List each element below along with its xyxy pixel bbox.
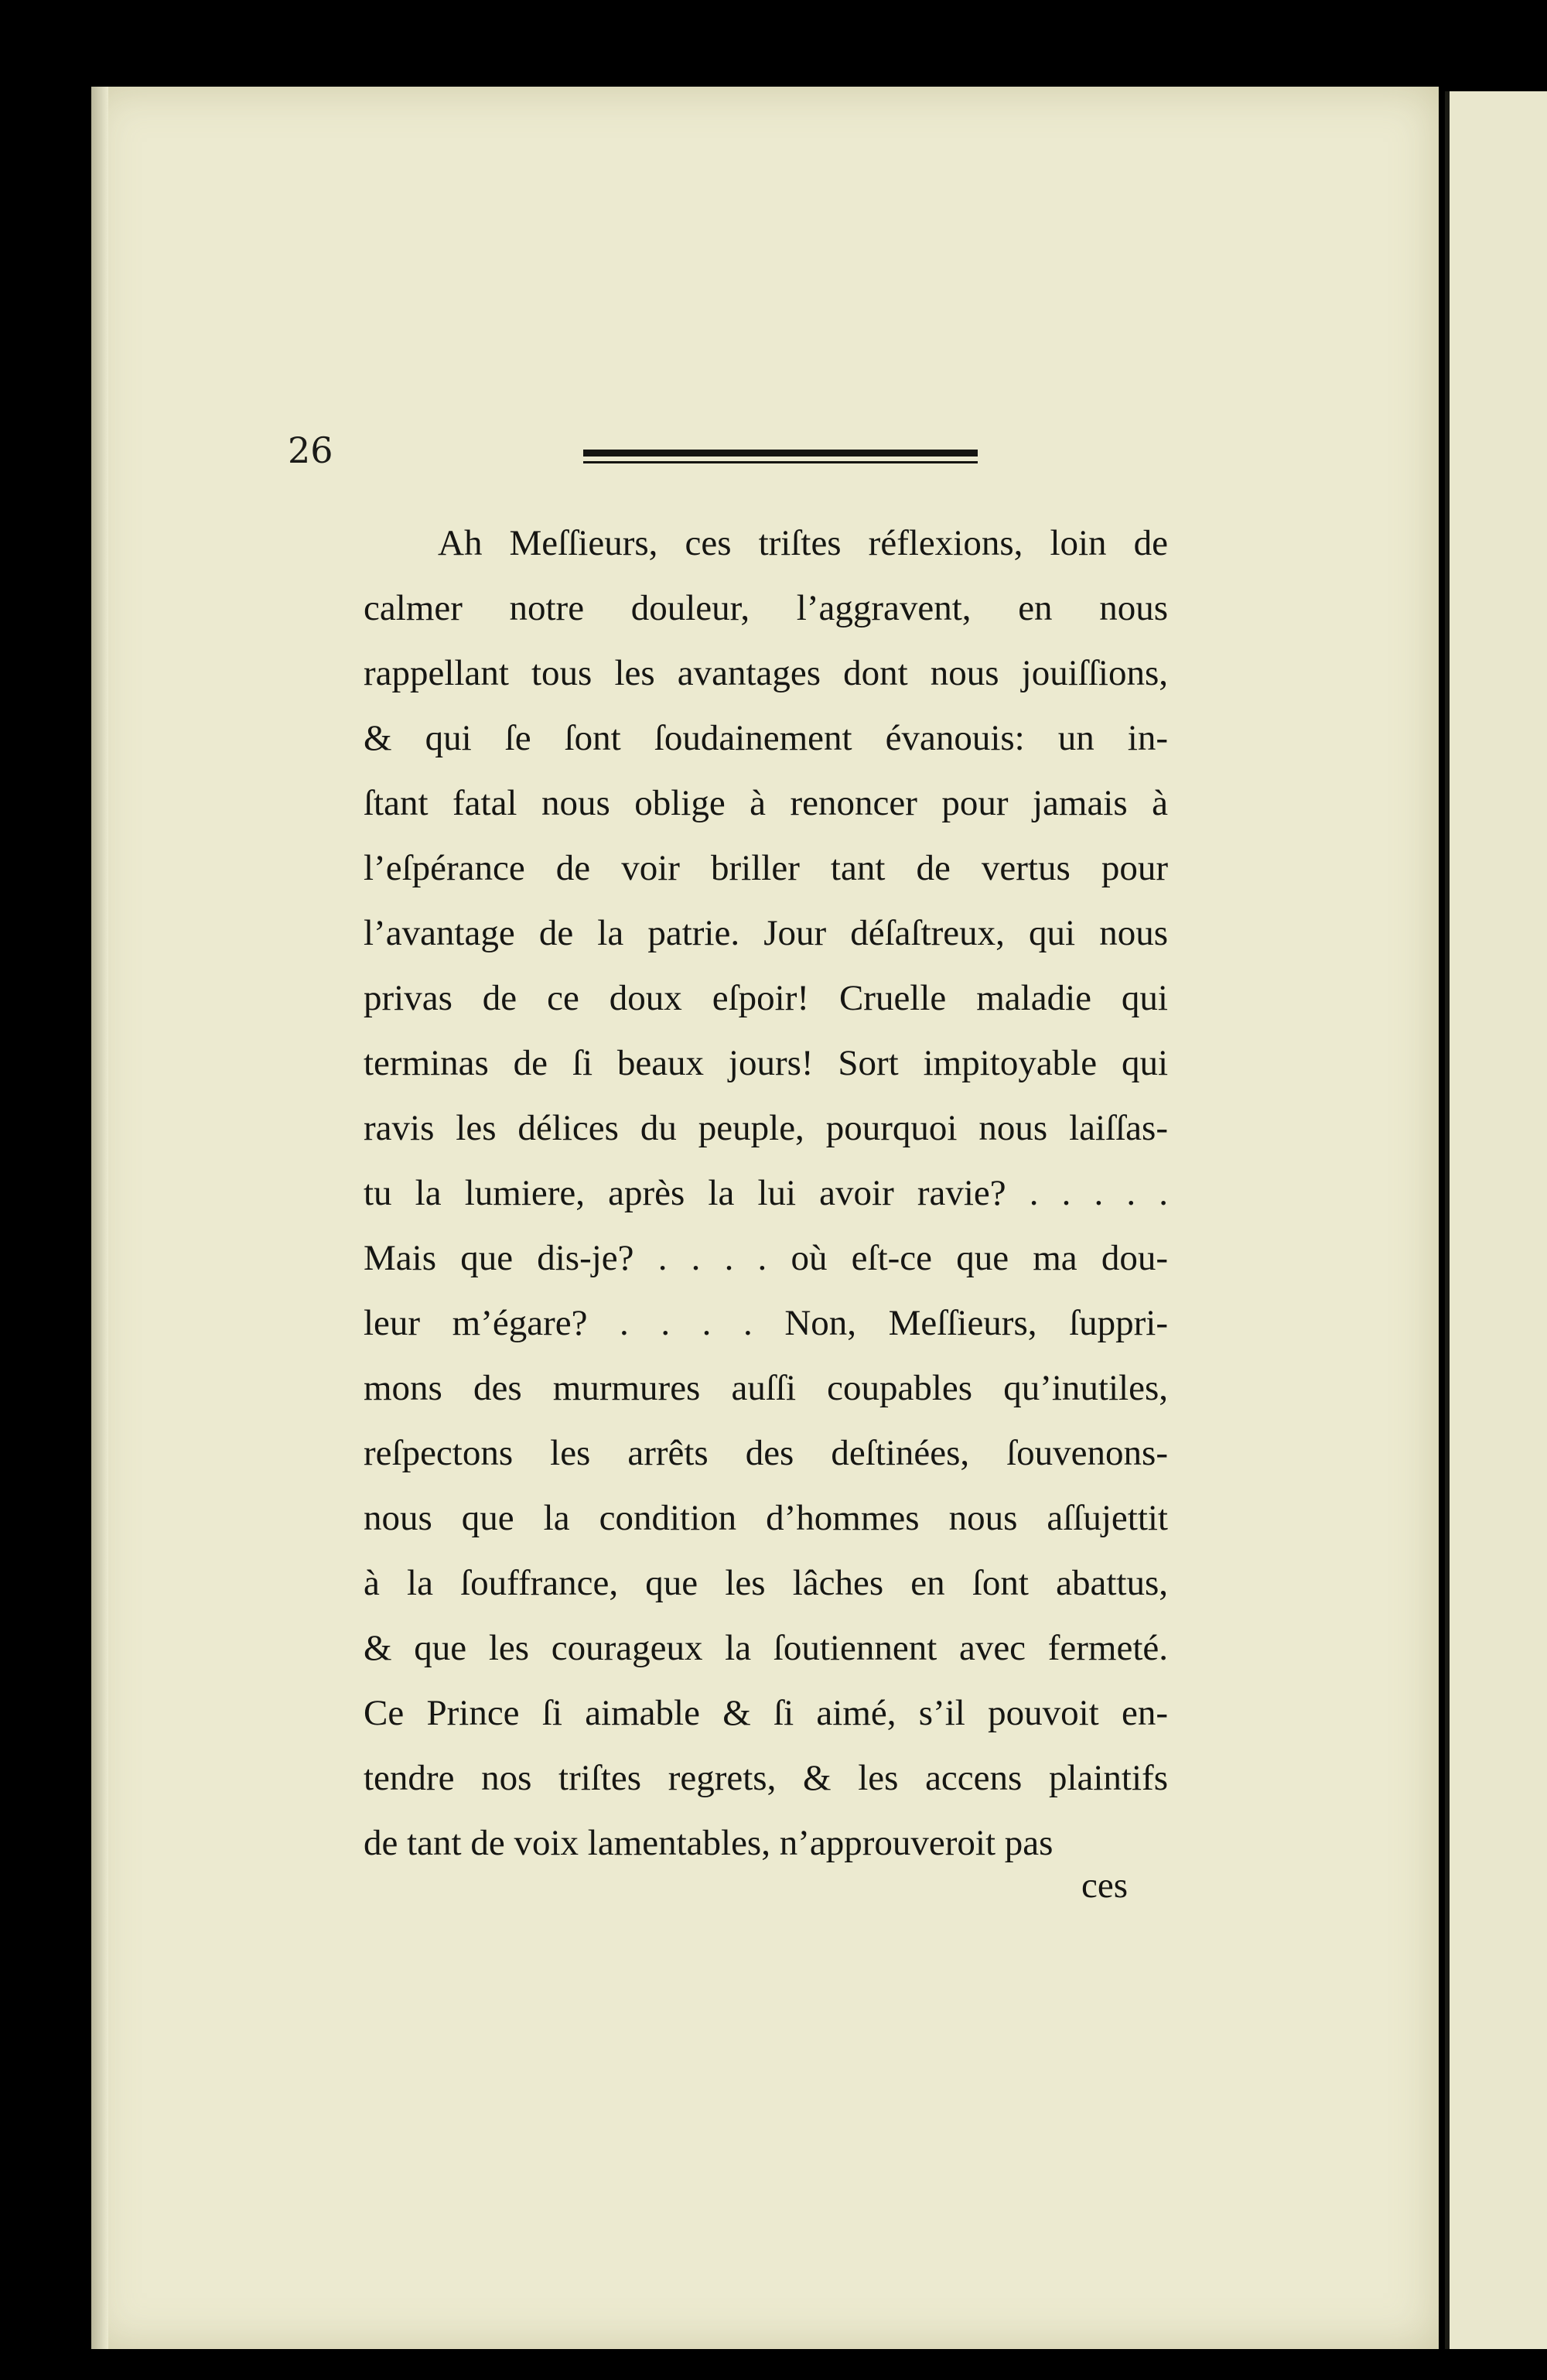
text-line: Ce Prince ſi aimable & ſi aimé, s’il pouvoit en- — [364, 1693, 1168, 1733]
text-line: terminas de ſi beaux jours! Sort impitoyable qui — [364, 1043, 1168, 1083]
body-text — [364, 511, 1168, 1876]
page-number: 26 — [288, 429, 333, 471]
text-line: ſtant fatal nous oblige à renoncer pour jamais à — [364, 783, 1168, 823]
text-line: tendre nos triſtes regrets, & les accens plaintifs — [364, 1758, 1168, 1798]
text-line: leur m’égare? . . . . Non, Meſſieurs, ſuppri- — [364, 1303, 1168, 1343]
header-rule-thin — [583, 461, 978, 463]
text-line: de tant de voix lamentables, n’approuveroit pas — [364, 1823, 1054, 1863]
adjacent-page-edge — [1445, 91, 1547, 2349]
text-line: l’avantage de la patrie. Jour déſaſtreux, qui nous — [364, 913, 1168, 953]
text-line: calmer notre douleur, l’aggravent, en nous — [364, 588, 1168, 628]
text-line: & que les courageux la ſoutiennent avec fermeté. — [364, 1628, 1168, 1668]
text-line: privas de ce doux eſpoir! Cruelle maladie qui — [364, 978, 1168, 1018]
text-line: reſpectons les arrêts des deſtinées, ſouvenons- — [364, 1433, 1168, 1473]
text-line: ravis les délices du peuple, pourquoi nous laiſſas- — [364, 1108, 1168, 1148]
text-line: mons des murmures auſſi coupables qu’inutiles, — [364, 1368, 1168, 1408]
text-line: rappellant tous les avantages dont nous jouiſſions, — [364, 653, 1168, 693]
text-line: nous que la condition d’hommes nous aſſujettit — [364, 1498, 1168, 1538]
text-line: Mais que dis-je? . . . . où eſt-ce que ma dou- — [364, 1238, 1168, 1278]
text-line: à la ſouffrance, que les lâches en ſont abattus, — [364, 1563, 1168, 1603]
text-line: l’eſpérance de voir briller tant de vertus pour — [364, 848, 1168, 888]
page-header — [288, 429, 1061, 476]
text-line: & qui ſe ſont ſoudainement évanouis: un in- — [364, 718, 1168, 758]
header-rule — [583, 450, 978, 457]
text-line: tu la lumiere, après la lui avoir ravie? . . . . . — [364, 1173, 1168, 1213]
text-line: Ah Meſſieurs, ces triſtes réflexions, loin de — [438, 523, 1168, 563]
catchword: ces — [1081, 1865, 1129, 1906]
